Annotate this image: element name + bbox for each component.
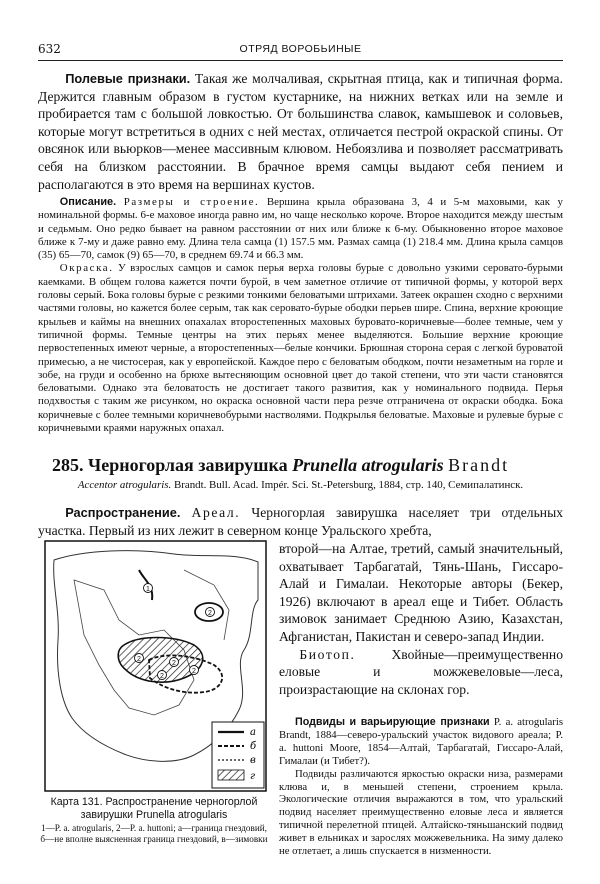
- distribution-column-text: второй—на Алтае, третий, самый значительный, охватывает Тарбагатай, Тянь-Шань, Гиссаро-Алай и Гималаи. Некоторые авторы (Бекер, 1926) включают в ареал еще и Тибет. Область зимовок занимает Среднюю Азию, Казахстан, Афганистан, Пакистан и северо-запад Индии.: [279, 541, 563, 644]
- synonymy: [38, 479, 563, 492]
- legend-c: в: [250, 755, 256, 766]
- legend-d: г: [250, 771, 256, 782]
- svg-text:2: 2: [208, 610, 212, 617]
- synonym-name: Accentor atrogularis.: [77, 479, 172, 491]
- color-text: У взрослых самцов и самок перья верха головы бурые с довольно узкими серовато-бурыми каемками. В общем голова кажется почти бурой, в чем заметное отличие от типичной формы, у которой верх головы серый. Бока головы бурые с резкими тонкими беловатыми штрихами. Затеек окрашен сходно с верхними частями головы, но кажется более серым, так как серовато-бурые ободки перьев шире. Спина, верхние кроющие крыльев и каймы на внешних опахалах второстепенных маховых буровато-коричневые—более темные, чем у типичной формы. Темные центры на этих перьях менее выделяются. Большие верхние кроющие первостепенных имеют черные, а второстепенных—белые кончики. Брюшная сторона серая с легкой буроватой примесью, а не чистосерая, как у европейской. Каждое перо с беловатым ободком, почти незаметным на горле и зобе, на груди и особенно на брюхе вытесняющим основной цвет до такой степени, что эти части становятся беловатыми. Однако эта беловатость не достигает такого развития, как у номинального подвида. Перья подхвостья с таким же рисунком, но окраска основной части пера резче отграничена от окраски ободка. Бока коричневые с более темными коричневобурыми настволями. Подкрылья беловатые. Маховые и рулевые бурые с коричневыми краями наружных опахал.: [38, 262, 563, 435]
- svg-text:1: 1: [146, 586, 150, 593]
- distribution-lead-text: Черногорлая завирушка населяет три отдельных участка. Первый из них лежит в северном конце Уральского хребта,: [38, 505, 563, 538]
- header-rule: [38, 60, 563, 61]
- subspecies-diff-text: Подвиды различаются яркостью окраски низа, размерами клюва и, в меньшей степени, строением крыла. Экологические отличия выражаются в том, что уральский подвид населяет преимущественно еловые леса и является типичной перелетной птицей. Алтайско-тяньшанский подвид живет в ельниках и зарослях можжевельника. На зиму далеко не отлетает, а лишь спускается в низменности.: [279, 767, 563, 858]
- distribution-column: [279, 540, 563, 698]
- map-subcaption: 1—P. a. atrogularis, 2—P. a. huttoni; а—граница гнездовий, б—не вполне выясненная граница гнездовий, в—зимовки: [40, 823, 268, 844]
- description-section: [38, 196, 563, 435]
- color-label: Окраска.: [59, 262, 114, 275]
- species-latin-name: Prunella atrogularis: [292, 455, 444, 475]
- svg-text:2: 2: [160, 673, 164, 680]
- distribution-lead: [38, 504, 563, 539]
- subspecies-text-a: P. a. atrogularis Brandt, 1884—северо-уральский участок видового ареала;: [279, 716, 563, 741]
- svg-text:2: 2: [192, 668, 196, 675]
- area-label: Ареал.: [191, 505, 241, 520]
- species-russian-name: Черногорлая завирушка: [88, 455, 288, 475]
- sizes-label: Размеры и строение.: [123, 196, 260, 208]
- field-marks-section: [38, 70, 563, 193]
- svg-text:2: 2: [172, 660, 176, 667]
- svg-text:2: 2: [137, 656, 141, 663]
- biotope-text: Хвойные—преимущественно еловые и можжевеловые—леса, произрастающие на склонах гор.: [279, 646, 563, 697]
- sizes-text: Вершина крыла образована 3, 4 и 5-м маховыми, как у номинальной формы. 6-е маховое иногда равно им, но чаще несколько короче. Второе находится между шестым и седьмым. Оно редко бывает на равном расстоянии от них или ближе к 6-му. Обыкновенно второе маховое ближе к 7-му и даже равно ему. Длина тела самца (1) 157.5 мм. Размах самца (1) 218.4 мм. Длина крыла самцов (35) 65—70, самок (9) 65—70, в среднем 69.74 и 66.3 мм.: [38, 196, 563, 262]
- map-caption: Карта 131. Распространение черногорлой завирушки Prunella atrogularis: [50, 796, 258, 821]
- subspecies-label: Подвиды и варьирующие признаки: [295, 716, 490, 728]
- biotope-label: Биотоп.: [299, 646, 356, 662]
- legend-a: а: [250, 727, 256, 738]
- distribution-label: Распространение.: [65, 505, 181, 520]
- subspecies-text-b: P. a. huttoni Moore, 1854—Алтай, Тарбагатай, Гиссаро-Алай, Гималаи (и Тибет?).: [279, 728, 564, 767]
- running-title: ОТРЯД ВОРОБЬИНЫЕ: [239, 43, 362, 55]
- field-marks-text: Такая же молчаливая, скрытная птица, как и типичная форма. Держится главным образом в густом кустарнике, на нижних ветках или на земле и пробирается там с большой ловкостью. От большинства славок, камышевок и соловьев, которые могут встретиться в одних с ней местах, отличается пестрой окраской спины. От овсянок или вьюрков—менее массивным клювом. Небоязлива и позволяет рассматривать себя на близком расстоянии. В брачное время самцы выдают себя пением и располагаются в это время на вершинах кустов.: [38, 71, 563, 192]
- synonym-text: Brandt. Bull. Acad. Impér. Sci. St.-Petersburg, 1884, стр. 140, Семипалатинск.: [173, 479, 524, 491]
- description-label: Описание.: [59, 196, 117, 208]
- range-map: [44, 540, 267, 792]
- legend-hatch-swatch: [218, 770, 244, 780]
- legend-b: б: [250, 741, 257, 752]
- page-header: [38, 42, 563, 60]
- page-number: 632: [38, 42, 61, 56]
- species-heading: [52, 455, 572, 476]
- species-author: Brandt: [448, 455, 510, 475]
- subspecies-section: [279, 716, 563, 858]
- species-number: 285.: [52, 455, 84, 475]
- field-marks-label: Полевые признаки.: [65, 71, 191, 86]
